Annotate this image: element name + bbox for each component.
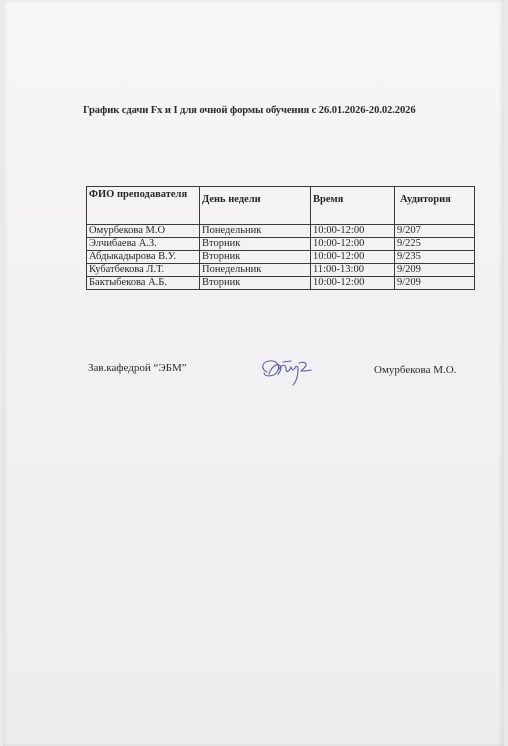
header-time: Время	[311, 187, 395, 225]
header-teacher: ФИО преподавателя	[87, 187, 200, 225]
cell-time: 10:00-12:00	[311, 238, 395, 251]
cell-weekday: Понедельник	[200, 225, 311, 238]
cell-room: 9/225	[395, 238, 475, 251]
cell-time: 10:00-12:00	[311, 225, 395, 238]
table-row	[87, 251, 475, 264]
table-row	[87, 277, 475, 290]
table-row	[87, 238, 475, 251]
table-header-row	[87, 187, 475, 225]
header-weekday: День недели	[200, 187, 311, 225]
cell-teacher: Кубатбекова Л.Т.	[87, 264, 200, 277]
cell-teacher: Омурбекова М.О	[87, 225, 200, 238]
document-page	[3, 0, 504, 746]
signature-position-label: Зав.кафедрой “ЭБМ”	[88, 362, 187, 374]
cell-weekday: Понедельник	[200, 264, 311, 277]
cell-weekday: Вторник	[200, 277, 311, 290]
cell-teacher: Абдыкадырова В.У.	[87, 251, 200, 264]
cell-teacher: Бактыбекова А.Б.	[87, 277, 200, 290]
cell-time: 10:00-12:00	[311, 277, 395, 290]
cell-room: 9/209	[395, 277, 475, 290]
header-room: Аудитория	[395, 187, 475, 225]
cell-weekday: Вторник	[200, 238, 311, 251]
cell-room: 9/207	[395, 225, 475, 238]
cell-time: 11:00-13:00	[311, 264, 395, 277]
schedule-table	[86, 186, 475, 290]
cell-time: 10:00-12:00	[311, 251, 395, 264]
cell-teacher: Элчибаева А.З.	[87, 238, 200, 251]
cell-weekday: Вторник	[200, 251, 311, 264]
document-title: График сдачи Fx и I для очной формы обучения с 26.01.2026-20.02.2026	[83, 105, 416, 116]
cell-room: 9/209	[395, 264, 475, 277]
signature-name: Омурбекова М.О.	[374, 364, 457, 376]
table-row	[87, 225, 475, 238]
handwritten-signature-icon	[255, 350, 325, 388]
table-row	[87, 264, 475, 277]
cell-room: 9/235	[395, 251, 475, 264]
